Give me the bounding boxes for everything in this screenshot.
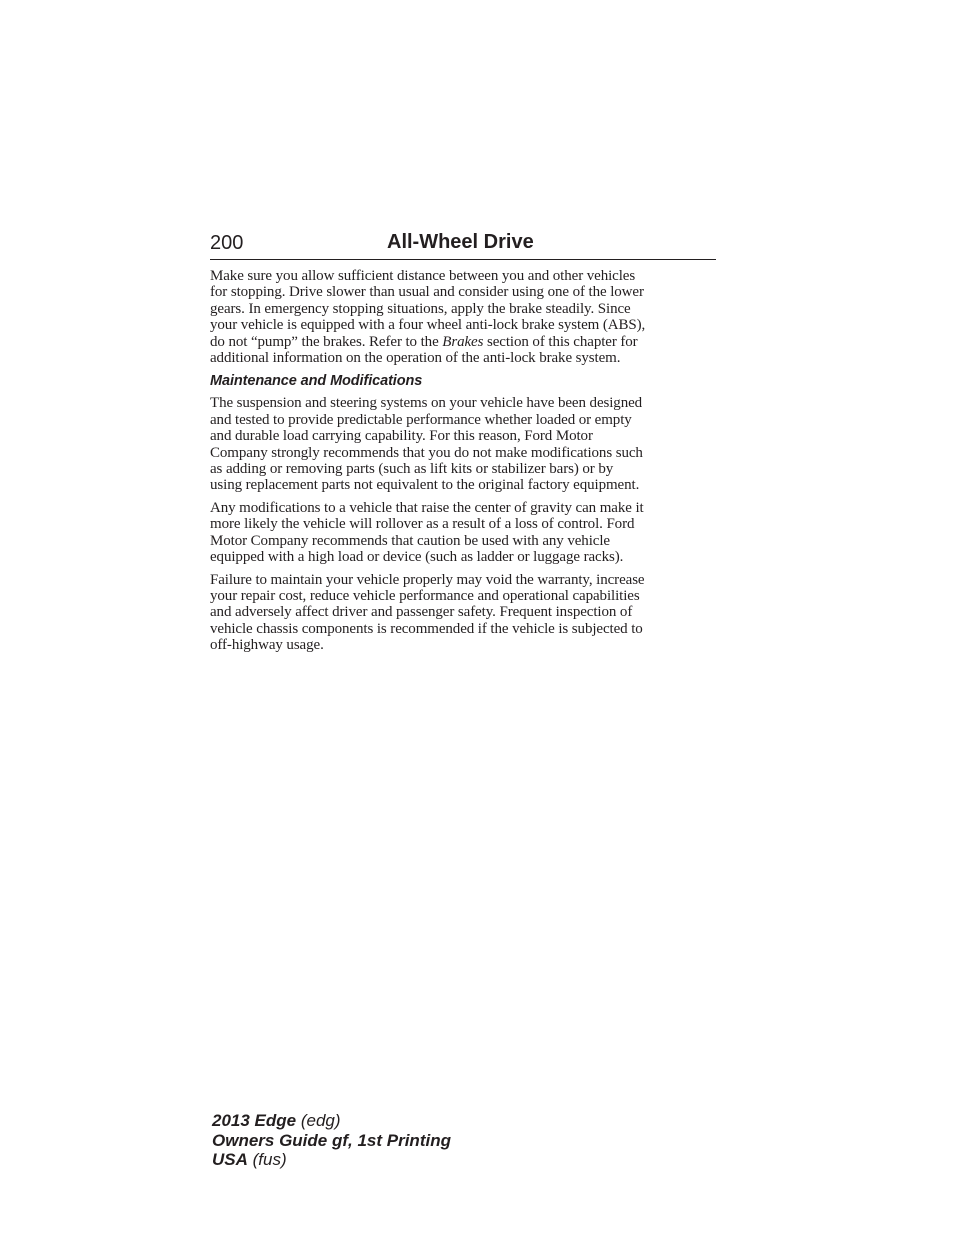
footer-market-code: (fus)	[247, 1150, 287, 1169]
footer-guide-line: Owners Guide gf, 1st Printing	[212, 1130, 451, 1150]
text-segment: do not “pump” the brakes. Refer to the	[210, 333, 443, 350]
text-line: gears. In emergency stopping situations, apply the brake steadily. Since	[210, 300, 631, 317]
text-line: The suspension and steering systems on your vehicle have been designed	[210, 395, 643, 412]
text-line: your repair cost, reduce vehicle performance and operational capabilities	[210, 587, 640, 604]
brakes-reference: Brakes	[442, 333, 484, 350]
paragraph-maintenance	[210, 572, 716, 654]
page-header	[210, 229, 716, 260]
text-segment: section of this chapter for	[483, 333, 638, 350]
text-line: and durable load carrying capability. For this reason, Ford Motor	[210, 428, 593, 445]
paragraph-suspension	[210, 395, 716, 493]
footer-market-line	[212, 1150, 451, 1170]
page-body	[210, 268, 716, 660]
text-line: vehicle chassis components is recommended if the vehicle is subjected to	[210, 620, 643, 637]
text-line: your vehicle is equipped with a four wheel anti-lock brake system (ABS),	[210, 317, 646, 334]
text-line: for stopping. Drive slower than usual and consider using one of the lower	[210, 284, 644, 301]
text-line: equipped with a high load or device (such as ladder or luggage racks).	[210, 549, 624, 566]
text-line: and adversely affect driver and passenger safety. Frequent inspection of	[210, 604, 633, 621]
text-line: as adding or removing parts (such as lift kits or stabilizer bars) or by	[210, 461, 614, 478]
page-number: 200	[210, 232, 244, 254]
paragraph-modifications	[210, 500, 716, 566]
chapter-title: All-Wheel Drive	[387, 231, 534, 253]
paragraph-braking	[210, 268, 716, 366]
text-line: additional information on the operation of the anti-lock brake system.	[210, 350, 621, 367]
footer-market: USA	[212, 1150, 248, 1169]
text-line: Make sure you allow sufficient distance between you and other vehicles	[210, 268, 636, 284]
text-line: Any modifications to a vehicle that raise the center of gravity can make it	[210, 499, 644, 516]
page-footer	[212, 1111, 451, 1170]
text-line: and tested to provide predictable performance whether loaded or empty	[210, 411, 632, 428]
text-line: Company strongly recommends that you do not make modifications such	[210, 444, 643, 461]
footer-model-code: (edg)	[296, 1111, 341, 1130]
text-line: more likely the vehicle will rollover as a result of a loss of control. Ford	[210, 516, 635, 533]
text-line: Failure to maintain your vehicle properly may void the warranty, increase	[210, 571, 645, 588]
section-heading: Maintenance and Modifications	[210, 373, 423, 390]
footer-model: 2013 Edge	[212, 1111, 297, 1130]
footer-model-line	[212, 1111, 451, 1131]
text-line	[210, 334, 716, 350]
text-line: Motor Company recommends that caution be used with any vehicle	[210, 532, 610, 549]
text-line: off-highway usage.	[210, 637, 324, 654]
text-line: using replacement parts not equivalent to the original factory equipment.	[210, 477, 640, 494]
